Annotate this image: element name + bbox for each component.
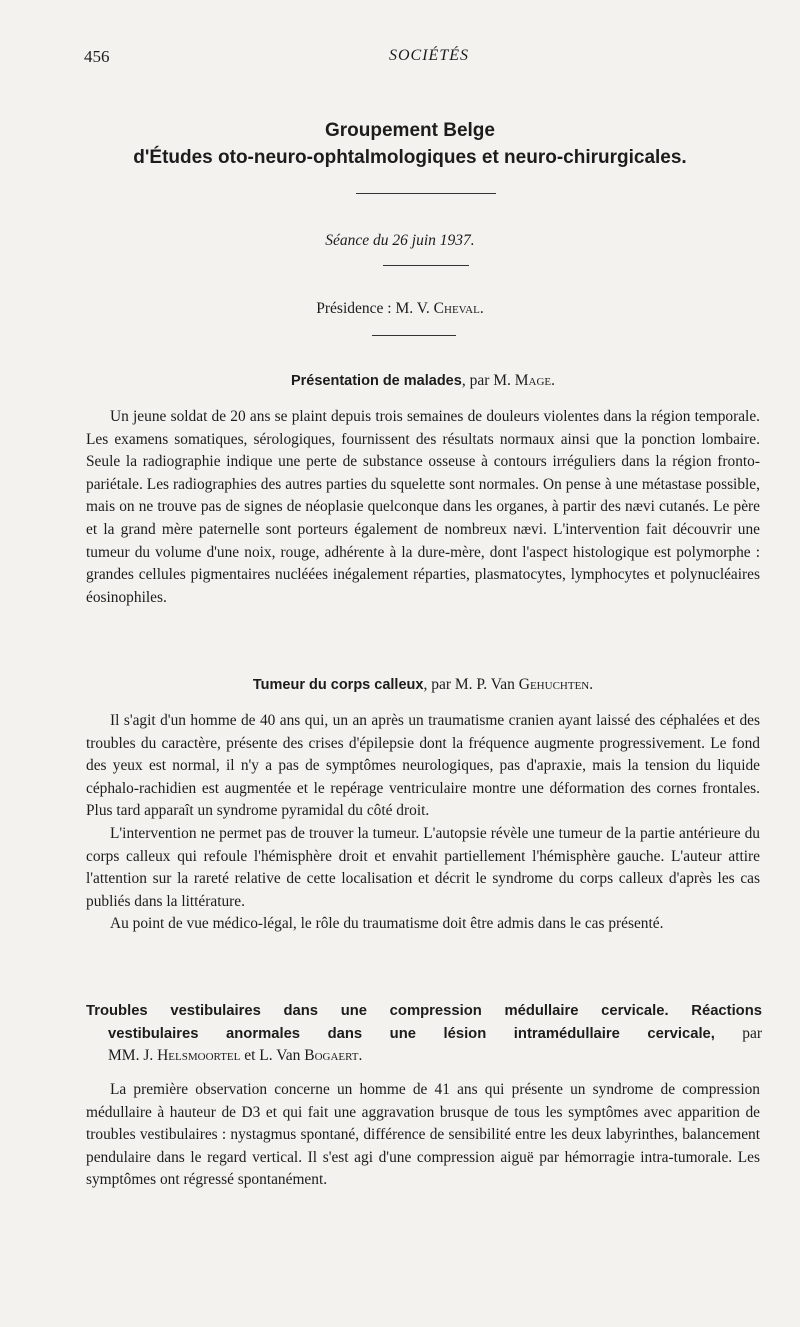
article-title: Tumeur du corps calleux, par M. P. Van Gehuchten. xyxy=(252,676,594,693)
article-body xyxy=(86,710,760,936)
society-heading xyxy=(60,117,760,171)
paragraph: La première observation concerne un homme de 41 ans qui présente un syndrome de compression médullaire à hauteur de D3 et qui fait une aggravation brusque de tous les symptômes avec apparition de troubles vestibulaires : nystagmus spontané, différence de sensibilité entre les deux labyrinthes, balancement pendulaire dans le regard vertical. Il s'est agi d'une compression aiguë par hémorragie intra-tumorale. Les symptômes ont régressé spontanément. xyxy=(86,1081,760,1189)
article-byline: MM. J. Helsmoortel et L. Van Bogaert. xyxy=(108,1047,363,1064)
society-heading-line1: Groupement Belge xyxy=(325,120,495,141)
section-divider xyxy=(372,335,456,336)
paragraph: Au point de vue médico-légal, le rôle du traumatisme doit être admis dans le cas présenté. xyxy=(110,915,664,933)
author-name: Gehuchten xyxy=(518,676,590,693)
author-name: Helsmoortel xyxy=(157,1047,241,1064)
article-vestibular-title xyxy=(86,1000,762,1068)
paragraph: L'intervention ne permet pas de trouver la tumeur. L'autopsie révèle une tumeur de la partie antérieure du corps calleux qui refoule l'hémisphère droit et envahit partiellement l'hémisphère gauche. L'auteur attire l'attention sur la rareté relative de cette localisation et décrit le syndrome du corps calleux d'après les cas publiés dans la littérature. xyxy=(86,824,760,910)
article-tumeur-corps-calleux xyxy=(86,676,760,694)
presidency-line: Présidence : M. V. Cheval. xyxy=(316,300,484,317)
article-title: Présentation de malades, par M. Mage. xyxy=(290,372,556,389)
article-title-line2: vestibulaires anormales dans une lésion intramédullaire cervicale, par xyxy=(108,1024,762,1042)
paragraph: Un jeune soldat de 20 ans se plaint depuis trois semaines de douleurs violentes dans la région temporale. Les examens somatiques, sérologiques, fournissent des résultats normaux ainsi que la ponction lombaire. Seule la radiographie indique une perte de substance osseuse à contours irréguliers dans la région fronto-pariétale. Les radiographies des autres parties du squelette sont normales. On pense à une métastase possible, mais on ne trouve pas de signes de néoplasie quelconque dans les organes, à partir des nævi cutanés. Le père et la grand mère paternelle sont porteurs également de nombreux nævi. L'intervention fait découvrir une tumeur du volume d'une noix, rouge, adhérente à la dure-mère, dont l'aspect histologique est polymorphe : grandes cellules pigmentaires nucléées inégalement réparties, plasmatocytes, lymphocytes et polynucléaires éosinophiles. xyxy=(86,408,760,606)
article-title-line1: Troubles vestibulaires dans une compression médullaire cervicale. Réactions xyxy=(86,1003,762,1019)
author-name: Bogaert xyxy=(304,1047,359,1064)
author-name: Mage xyxy=(514,372,552,389)
paragraph: Il s'agit d'un homme de 40 ans qui, un an après un traumatisme cranien ayant laissé des céphalées et des troubles du caractère, présente des crises d'épilepsie dont la fréquence augmente progressivement. Le fond des yeux est normal, il n'y a pas de symptômes neurologiques, pas d'apraxie, mais la tension du liquide céphalo-rachidien est augmentée et le repérage ventriculaire montre une déformation des cornes frontales. Plus tard apparaît un syndrome pyramidal du côté droit. xyxy=(86,712,760,820)
article-body xyxy=(86,406,760,609)
section-divider xyxy=(356,193,496,194)
article-presentation-de-malades xyxy=(86,372,760,390)
running-title: SOCIÉTÉS xyxy=(389,47,469,64)
running-head xyxy=(84,47,774,67)
society-heading-line2: d'Études oto-neuro-ophtalmologiques et neuro-chirurgicales. xyxy=(133,147,687,168)
president-name: Cheval xyxy=(433,300,480,317)
article-body xyxy=(86,1079,760,1192)
page-number: 456 xyxy=(84,47,110,66)
section-divider xyxy=(383,265,469,266)
session-date: Séance du 26 juin 1937. xyxy=(325,232,475,249)
